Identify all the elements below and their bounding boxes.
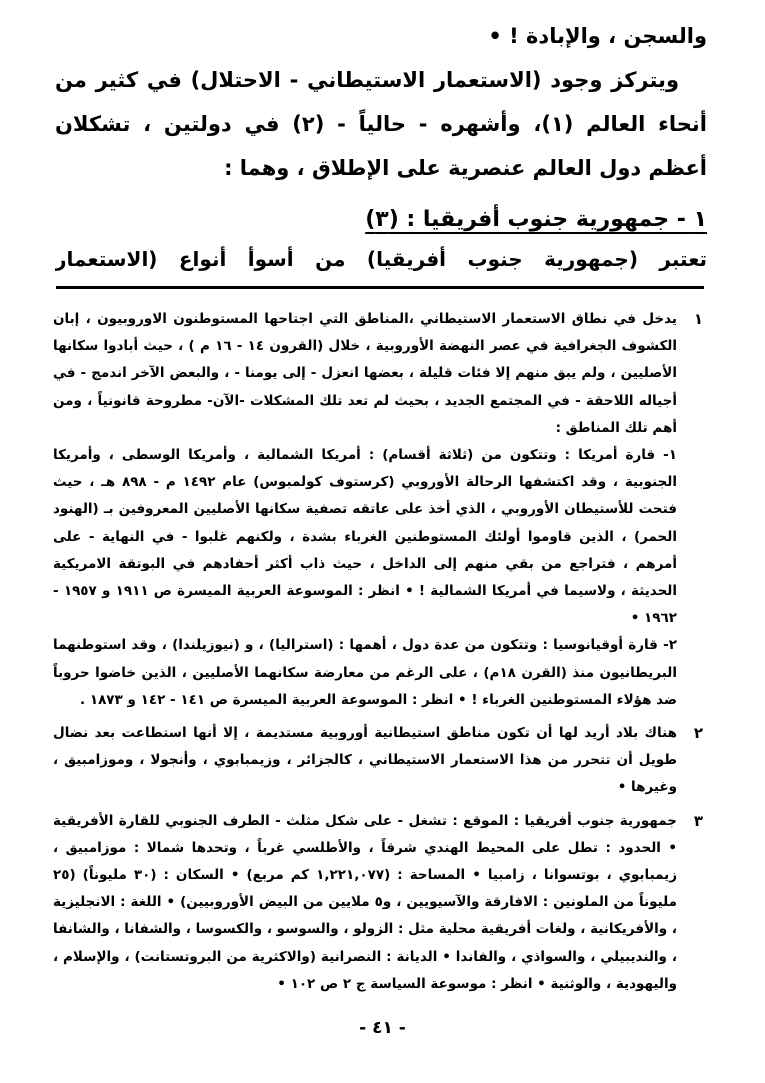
footnote-paragraph: يدخل في نطاق الاستعمار الاستيطاني ،المناطق التي اجتاحها المستوطنون الاوروبيون ، إبان الكشوف الجغرافية في عصر النهضة الأوروبية ، خلال (القرون ١٤ - ١٦ م ) ، حيث أبادوا سكانها الأصليين ، ولم يبق منهم إلا فئات قليلة ، بعضها انعزل - إلى يومنا - ، والبعض الآخر اندمج - في أجياله اللاحقة - في المجتمع الجديد ، بحيث لم تعد تلك المشكلات -الآن- مطروحة قانونياً ، ومن أهم تلك المناطق : xyxy=(53,311,677,436)
footnote-paragraph: هناك بلاد أريد لها أن تكون مناطق استيطانية أوروبية مستديمة ، إلا أنها استطاعت بعد نضال طويل أن تتحرر من هذا الاستعمار الاستيطاني ، كالجزائر ، وزيمبابوي ، وأنجولا ، وموزامبيق ، وغيرها • xyxy=(53,725,677,796)
footnote xyxy=(53,808,703,998)
footnote-paragraph: جمهورية جنوب أفريقيا : الموقع : تشغل - على شكل مثلث - الطرف الجنوبي للقارة الأفريقية • الحدود : تطل على المحيط الهندي شرقاً ، والأطلسي غرباً ، وتحدها شمالا : موزامبيق ، زيمبابوي ، بوتسوانا ، زامبيا • المساحة : (١,٢٢١,٠٧٧ كم مربع) • السكان : (٣٠ مليوناً) (٢٥ مليوناً من الملونين : الافارقة والآسيويين ، و٥ ملايين من البيض الأوروبيين) • اللغة : الانجليزية ، والأفريكانية ، ولغات أفريقية محلية مثل : الزولو ، والسوسو ، والكسوسا ، والشفانا ، والشانفا ، والنديبيلي ، والسواذي ، والفاندا • الديانة : النصرانية (والاكثرية من البروتستانت) ، والإسلام ، واليهودية ، والوثنية • انظر : موسوعة السياسة ج ٢ ص ١٠٢ • xyxy=(53,812,677,992)
footnotes xyxy=(53,306,703,1004)
footnote-number: ٢ xyxy=(693,724,703,743)
footnote xyxy=(53,720,703,802)
intro-text: ويتركز وجود (الاستعمار الاستيطاني - الاحتلال) في كثير من أنحاء العالم (١)، وأشهره - حالياً - (٢) في دولتين ، تشكلان أعظم دول العالم عنصرية على الإطلاق ، وهما : xyxy=(55,68,708,180)
continuation-paragraph: والسجن ، والإبادة ! • xyxy=(488,24,707,48)
intro-paragraph xyxy=(55,58,707,190)
section-heading-text: ١ - جمهورية جنوب أفريقيا : (٣) xyxy=(365,207,707,232)
section-body-line: تعتبر (جمهورية جنوب أفريقيا) من أسوأ أنواع (الاستعمار xyxy=(55,247,707,271)
footnote xyxy=(53,306,703,714)
footnote-paragraph: ١- قارة أمريكا : وتتكون من (ثلاثة أقسام) : أمريكا الشمالية ، وأمريكا الوسطى ، وأمريكا الجنوبية ، وقد اكتشفها الرحالة الأوروبي (كرستوف كولمبوس) عام ١٤٩٢ م - ٨٩٨ هـ ، حيث فتحت للأستيطان الأوروبي ، الذي أخذ على عاتقه تصفية سكانها الأصليين المعروفين بـ (الهنود الحمر) ، الذين قاوموا أولئك المستوطنين الغرباء بشدة ، ولكنهم غلبوا - في النهاية - على أمرهم ، فتراجع من بقي منهم إلى الداخل ، حيث ذاب أكثر أحفادهم في البوتقة الامريكية الحديثة ، ولاسيما في أمريكا الشمالية ! • انظر : الموسوعة العربية الميسرة ص ١٩١١ و ١٩٥٧ - ١٩٦٢ • xyxy=(53,447,678,627)
page-number: - ٤١ - xyxy=(359,1018,406,1038)
section-heading xyxy=(55,202,707,238)
footnote-paragraph: ٢- قارة أوقيانوسيا : وتتكون من عدة دول ، أهمها : (استراليا) ، و (نيوزيلندا) ، وقد استوطنهما البريطانيون منذ (القرن ١٨م) ، على الرغم من معارضة سكانهما الأصليين ، الذين خاضوا حروباً ضد هؤلاء المستوطنين الغرباء ! • انظر : الموسوعة العربية الميسرة ص ١٤١ - ١٤٢ و ١٨٧٣ . xyxy=(53,637,677,708)
footnote-separator-rule xyxy=(56,286,704,289)
footnote-number: ١ xyxy=(693,310,703,328)
footnote-number: ٣ xyxy=(693,811,703,830)
